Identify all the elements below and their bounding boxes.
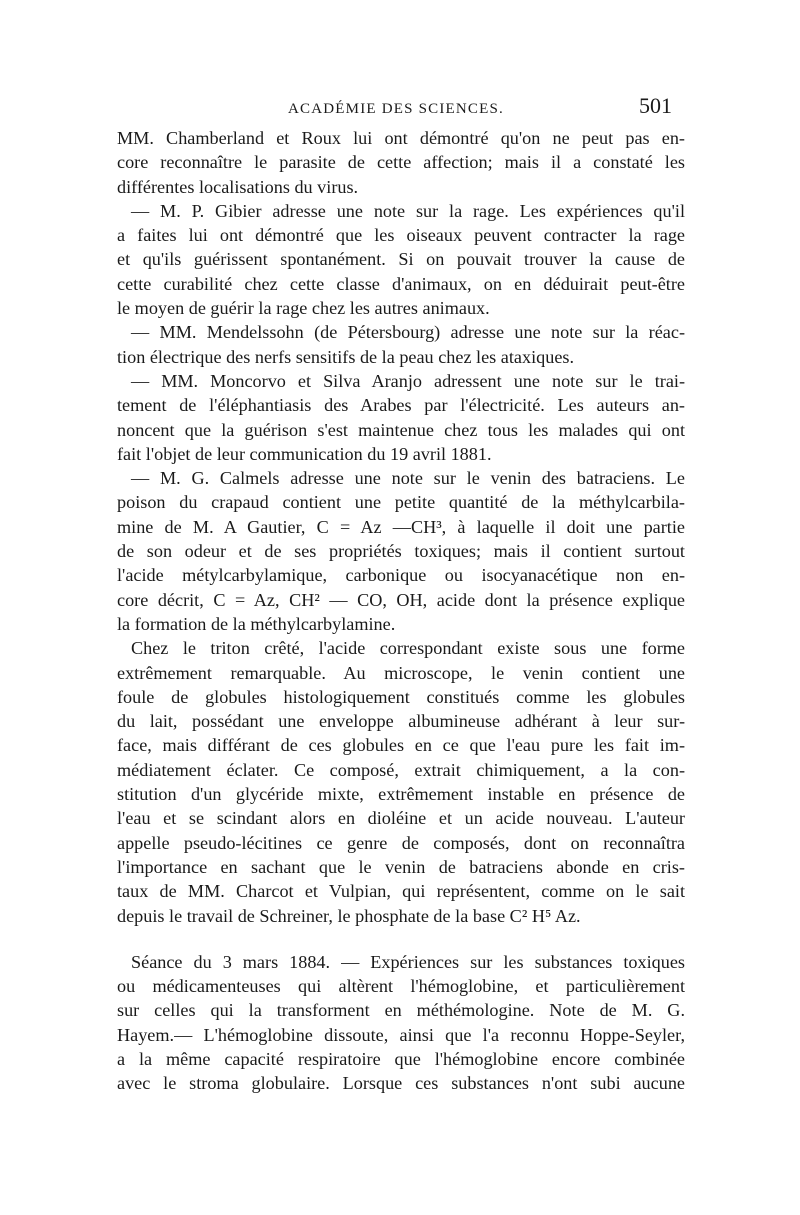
text-line: foule de globules histologiquement constitués comme les globules	[117, 686, 685, 707]
text-line: Chez le triton crêté, l'acide correspondant existe sous une forme	[131, 638, 685, 659]
text-line: mine de M. A Gautier, C = Az —CH³, à laquelle il doit une partie	[117, 516, 685, 537]
text-line: — M. G. Calmels adresse une note sur le venin des batraciens. Le	[131, 468, 685, 489]
text-line: fait l'objet de leur communication du 19 avril 1881.	[117, 443, 492, 464]
paragraph	[117, 199, 685, 320]
text-line: — M. P. Gibier adresse une note sur la rage. Les expériences qu'il	[131, 200, 685, 221]
text-line: noncent que la guérison s'est maintenue chez tous les malades qui ont	[117, 419, 685, 440]
body-text	[117, 126, 685, 1096]
text-line: de son odeur et de ses propriétés toxiques; mais il contient surtout	[117, 541, 685, 562]
paragraph	[117, 636, 685, 928]
text-line: cette curabilité chez cette classe d'animaux, on en déduirait peut-être	[117, 273, 685, 294]
text-line: différentes localisations du virus.	[117, 176, 359, 197]
text-line: core décrit, C = Az, CH² — CO, OH, acide dont la présence explique	[117, 589, 685, 610]
text-line: extrêmement remarquable. Au microscope, le venin contient une	[117, 662, 685, 683]
text-line: avec le stroma globulaire. Lorsque ces substances n'ont subi aucune	[117, 1073, 685, 1094]
text-line: stitution d'un glycéride mixte, extrêmement instable en présence de	[117, 784, 685, 805]
paragraph	[117, 126, 685, 199]
text-line: tement de l'éléphantiasis des Arabes par l'électricité. Les auteurs an-	[117, 395, 685, 416]
text-line: sur celles qui la transforment en méthémologine. Note de M. G.	[117, 1000, 685, 1021]
text-line: l'eau et se scindant alors en dioléine et un acide nouveau. L'auteur	[117, 808, 685, 829]
page-number: 501	[639, 93, 672, 118]
text-line: tion électrique des nerfs sensitifs de la peau chez les ataxiques.	[117, 346, 575, 367]
text-line: l'acide métylcarbylamique, carbonique ou isocyanacétique non en-	[117, 565, 685, 586]
paragraph	[117, 320, 685, 369]
text-line: — MM. Mendelssohn (de Pétersbourg) adresse une note sur la réac-	[131, 322, 685, 343]
text-line: appelle pseudo-lécitines ce genre de composés, dont on reconnaîtra	[117, 832, 685, 853]
text-line: Séance du 3 mars 1884. — Expériences sur les substances toxiques	[131, 951, 685, 972]
text-line: médiatement éclater. Ce composé, extrait chimiquement, a la con-	[117, 759, 685, 780]
text-line: le moyen de guérir la rage chez les autres animaux.	[117, 298, 490, 319]
text-line: la formation de la méthylcarbylamine.	[117, 613, 396, 634]
paragraph	[117, 950, 685, 1096]
text-line: poison du crapaud contient une petite quantité de la méthylcarbila-	[117, 492, 685, 513]
paragraph	[117, 369, 685, 466]
text-line: l'importance en sachant que le venin de batraciens abonde en cris-	[117, 856, 685, 877]
text-line: du lait, possédant une enveloppe albumineuse adhérant à leur sur-	[117, 711, 685, 732]
running-title: ACADÉMIE DES SCIENCES.	[288, 101, 504, 117]
text-line: a faites lui ont démontré que les oiseaux peuvent contracter la rage	[117, 225, 685, 246]
text-line: face, mais différant de ces globules en ce que l'eau pure les fait im-	[117, 735, 685, 756]
text-line: depuis le travail de Schreiner, le phosphate de la base C² H⁵ Az.	[117, 905, 581, 926]
text-line: — MM. Moncorvo et Silva Aranjo adressent une note sur le trai-	[131, 370, 685, 391]
text-line: et qu'ils guérissent spontanément. Si on pouvait trouver la cause de	[117, 249, 685, 270]
paragraph	[117, 466, 685, 636]
text-line: taux de MM. Charcot et Vulpian, qui représentent, comme on le sait	[117, 881, 685, 902]
text-line: core reconnaître le parasite de cette affection; mais il a constaté les	[117, 152, 685, 173]
text-line: a la même capacité respiratoire que l'hémoglobine encore combinée	[117, 1048, 685, 1069]
text-line: MM. Chamberland et Roux lui ont démontré qu'on ne peut pas en-	[117, 128, 685, 148]
text-line: ou médicamenteuses qui altèrent l'hémoglobine, et particulièrement	[117, 976, 685, 997]
text-line: Hayem.— L'hémoglobine dissoute, ainsi que l'a reconnu Hoppe-Seyler,	[117, 1024, 685, 1045]
